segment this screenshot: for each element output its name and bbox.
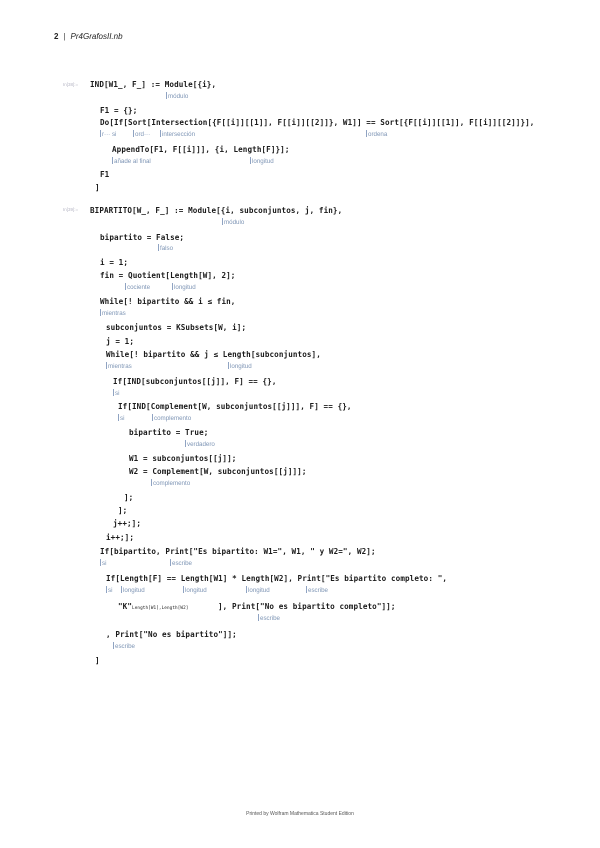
- syntax-hint: mientras: [102, 310, 126, 317]
- syntax-hint: intersección: [162, 131, 196, 138]
- code-line[interactable]: F1 = {};: [100, 106, 138, 115]
- syntax-hint: escribe: [260, 615, 280, 622]
- syntax-hint: verdadero: [187, 441, 215, 448]
- syntax-hint: falso: [160, 245, 174, 252]
- header-separator: |: [63, 32, 66, 41]
- code-line[interactable]: subconjuntos = KSubsets[W, i];: [106, 323, 247, 332]
- code-line[interactable]: Do[If[Sort[Intersection[{F[[i]][[1]], F[[i]][[2]]}, W1]] == Sort[{F[[i]][[1]], F[[i]][[2]]}],: [100, 118, 535, 127]
- syntax-hint: si: [102, 560, 107, 567]
- code-line[interactable]: While[! bipartito && j ≤ Length[subconjuntos],: [106, 350, 321, 359]
- syntax-hint: si: [115, 390, 120, 397]
- code-line[interactable]: W2 = Complement[W, subconjuntos[[j]]];: [129, 467, 307, 476]
- syntax-hint: ordena: [368, 131, 388, 138]
- print-footer: Printed by Wolfram Mathematica Student Edition: [246, 811, 354, 817]
- code-line[interactable]: j = 1;: [106, 337, 135, 346]
- code-line[interactable]: ]: [95, 183, 100, 192]
- code-line[interactable]: W1 = subconjuntos[[j]];: [129, 454, 237, 463]
- syntax-hint: escribe: [172, 560, 192, 567]
- code-line[interactable]: BIPARTITO[W_, F_] := Module[{i, subconjuntos, j, fin},: [90, 206, 343, 215]
- syntax-hint: complemento: [153, 480, 191, 487]
- syntax-hint: módulo: [168, 93, 189, 100]
- syntax-hint: mientras: [108, 363, 132, 370]
- page-number: 2: [54, 32, 59, 41]
- page-header: [54, 32, 123, 41]
- code-line[interactable]: i = 1;: [100, 258, 129, 267]
- syntax-hint: añade al final: [114, 158, 151, 165]
- syntax-hint: escribe: [308, 587, 328, 594]
- code-line[interactable]: [118, 602, 188, 611]
- notebook-name: Pr4GrafosII.nb: [70, 32, 123, 41]
- code-line[interactable]: ], Print["No es bipartito completo"]];: [218, 602, 396, 611]
- code-line[interactable]: If[bipartito, Print["Es bipartito: W1=", W1, " y W2=", W2];: [100, 547, 376, 556]
- syntax-hint: cociente: [127, 284, 151, 291]
- syntax-hint: si: [108, 587, 113, 594]
- code-line[interactable]: ]: [95, 656, 100, 665]
- cell-label-in39: In[39]:=: [63, 207, 79, 212]
- code-line[interactable]: bipartito = True;: [129, 428, 209, 437]
- syntax-hint: longitud: [174, 284, 196, 291]
- code-line[interactable]: AppendTo[F1, F[[i]]], {i, Length[F]}];: [112, 145, 290, 154]
- syntax-hint: si: [120, 415, 125, 422]
- subscript: Length[W1],Length[W2]: [132, 606, 189, 611]
- code-line[interactable]: fin = Quotient[Length[W], 2];: [100, 271, 236, 280]
- syntax-hint: longitud: [252, 158, 274, 165]
- code-line[interactable]: F1: [100, 170, 110, 179]
- syntax-hint: complemento: [154, 415, 192, 422]
- code-line[interactable]: ];: [118, 506, 128, 515]
- code-line[interactable]: i++;];: [106, 533, 135, 542]
- code-line[interactable]: j++;];: [113, 519, 142, 528]
- syntax-hint: longitud: [185, 587, 207, 594]
- syntax-hint: longitud: [248, 587, 270, 594]
- code-line[interactable]: While[! bipartito && i ≤ fin,: [100, 297, 236, 306]
- syntax-hint: longitud: [123, 587, 145, 594]
- code-line[interactable]: If[IND[subconjuntos[[j]], F] == {},: [113, 377, 277, 386]
- code-line[interactable]: bipartito = False;: [100, 233, 185, 242]
- syntax-hint: ord···: [135, 131, 151, 138]
- syntax-hint: longitud: [230, 363, 252, 370]
- code-line[interactable]: ];: [124, 493, 134, 502]
- code-token-k[interactable]: "K": [118, 602, 133, 611]
- code-line[interactable]: If[IND[Complement[W, subconjuntos[[j]]], F] == {},: [118, 402, 352, 411]
- syntax-hint: módulo: [224, 219, 245, 226]
- syntax-hint: escribe: [115, 643, 135, 650]
- code-line[interactable]: , Print["No es bipartito"]];: [106, 630, 237, 639]
- syntax-hint: r··· si: [102, 131, 117, 138]
- cell-label-in38: In[38]:=: [63, 82, 79, 87]
- code-line[interactable]: IND[W1_, F_] := Module[{i},: [90, 80, 217, 89]
- code-line[interactable]: If[Length[F] == Length[W1] * Length[W2], Print["Es bipartito completo: ",: [106, 574, 448, 583]
